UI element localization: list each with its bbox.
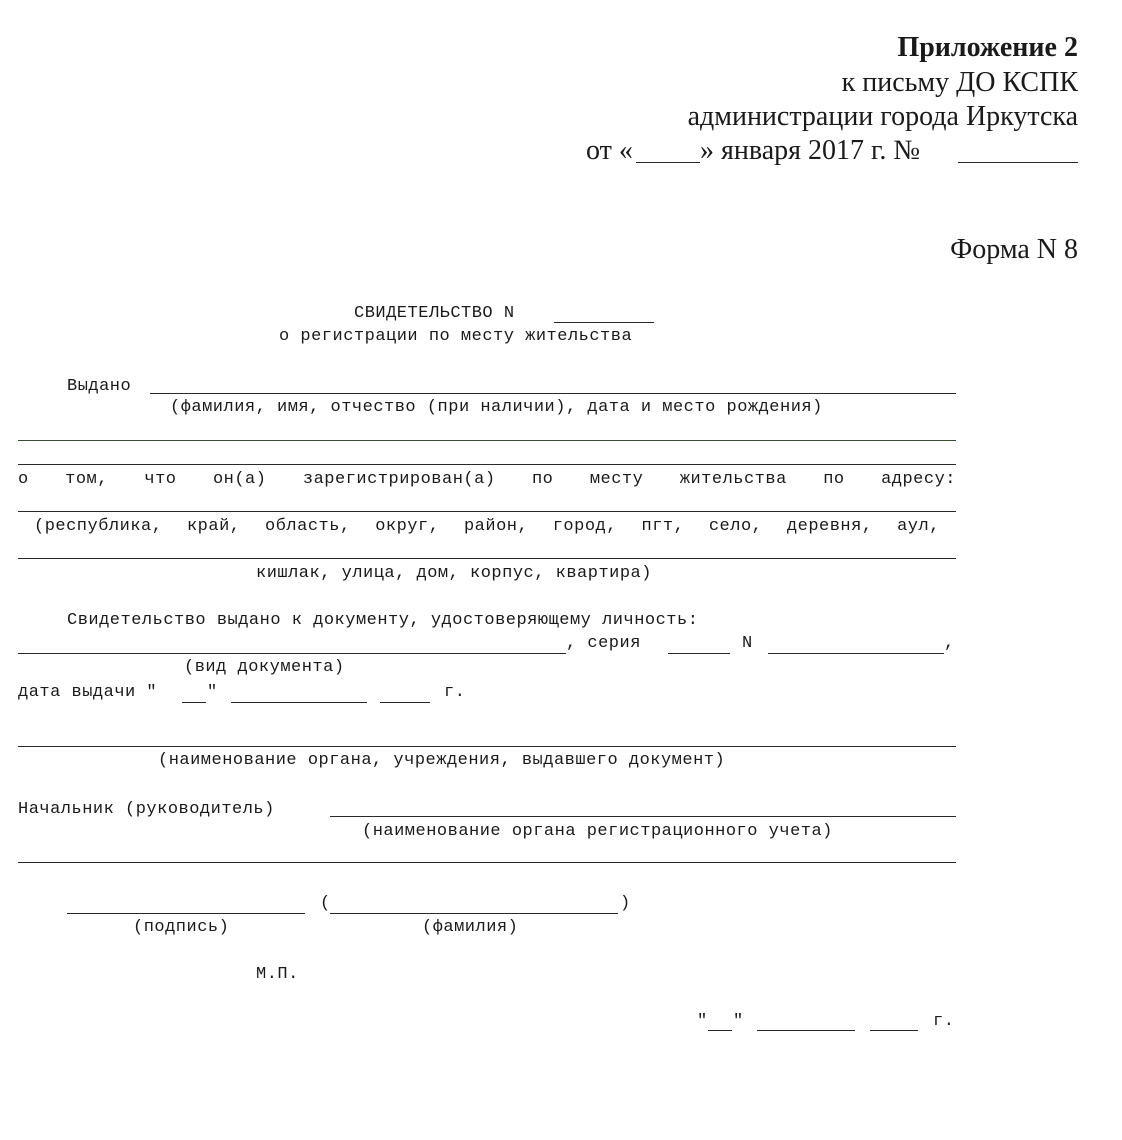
appendix-letter-ref: к письму ДО КСПК	[841, 67, 1078, 98]
head-label: Начальник (руководитель)	[18, 800, 275, 819]
surname-hint: (фамилия)	[422, 918, 519, 937]
issue-year-blank[interactable]	[380, 702, 430, 703]
identity-doc-intro: Свидетельство выдано к документу, удостоверяющему личность:	[67, 611, 699, 630]
form-number: Форма N 8	[950, 234, 1078, 265]
doc-number-label: N	[742, 634, 753, 653]
series-blank[interactable]	[668, 653, 730, 654]
address-hint-word: округ,	[375, 517, 440, 536]
issued-to-label: Выдано	[67, 377, 132, 396]
address-hint-word: край,	[186, 517, 241, 536]
signature-blank[interactable]	[67, 913, 305, 914]
registered-word: о	[18, 470, 29, 489]
address-hint-word: город,	[552, 517, 617, 536]
bottom-date-quote-close: "	[733, 1012, 744, 1031]
address-hint-word: село,	[708, 517, 763, 536]
letter-number-blank[interactable]	[958, 162, 1078, 163]
certificate-subtitle: о регистрации по месту жительства	[279, 327, 633, 346]
issue-month-blank[interactable]	[231, 702, 367, 703]
head-blank[interactable]	[330, 816, 956, 817]
bottom-date-quote-open: "	[697, 1012, 708, 1031]
certificate-title: СВИДЕТЕЛЬСТВО N	[354, 304, 515, 323]
registered-word: том,	[65, 470, 108, 489]
series-label: , серия	[566, 634, 641, 653]
issued-to-blank[interactable]	[150, 393, 956, 394]
appendix-title: Приложение 2	[897, 32, 1078, 63]
bottom-year-blank[interactable]	[870, 1030, 918, 1031]
registered-word: зарегистрирован(а)	[302, 470, 496, 489]
registered-word: жительства	[679, 470, 787, 489]
issued-to-blank-3[interactable]	[18, 464, 956, 465]
doc-number-comma: ,	[944, 634, 955, 653]
signature-hint: (подпись)	[133, 918, 230, 937]
date-day-blank[interactable]	[636, 162, 700, 163]
address-hint-1	[34, 517, 940, 536]
registered-word: по	[531, 470, 554, 489]
address-hint-2: кишлак, улица, дом, корпус, квартира)	[256, 564, 652, 583]
registered-statement	[18, 470, 956, 489]
appendix-date-prefix: от «	[586, 135, 633, 166]
reg-authority-hint: (наименование органа регистрационного учета)	[362, 822, 833, 841]
issued-to-blank-2[interactable]	[18, 440, 956, 441]
issue-year-suffix: г.	[444, 683, 466, 702]
registered-word: адресу:	[881, 470, 956, 489]
address-blank-2[interactable]	[18, 558, 956, 559]
address-hint-word: аул,	[897, 517, 940, 536]
address-hint-word: (республика,	[34, 517, 163, 536]
issued-to-hint: (фамилия, имя, отчество (при наличии), дата и место рождения)	[170, 398, 823, 417]
address-hint-word: деревня,	[786, 517, 873, 536]
doc-type-blank[interactable]	[18, 653, 566, 654]
surname-close-paren: )	[620, 894, 631, 913]
issuing-authority-blank[interactable]	[18, 746, 956, 747]
reg-authority-blank[interactable]	[18, 862, 956, 863]
stamp-label: М.П.	[256, 965, 299, 984]
doc-number-blank[interactable]	[768, 653, 944, 654]
address-hint-word: пгт,	[641, 517, 685, 536]
registered-word: по	[823, 470, 845, 489]
issue-date-label: дата выдачи "	[18, 683, 158, 702]
appendix-administration: администрации города Иркутска	[687, 101, 1078, 132]
bottom-year-suffix: г.	[933, 1012, 955, 1031]
surname-blank[interactable]	[330, 913, 618, 914]
address-hint-word: район,	[463, 517, 529, 536]
bottom-month-blank[interactable]	[757, 1030, 855, 1031]
registered-word: что	[144, 470, 177, 489]
doc-type-hint: (вид документа)	[184, 658, 345, 677]
issuing-authority-hint: (наименование органа, учреждения, выдавшего документ)	[158, 751, 726, 770]
appendix-date-text: » января 2017 г. №	[700, 135, 921, 166]
registered-word: он(а)	[212, 470, 267, 489]
surname-open-paren: (	[320, 894, 331, 913]
bottom-day-blank[interactable]	[708, 1030, 732, 1031]
address-hint-word: область,	[265, 517, 351, 536]
registered-word: месту	[589, 470, 644, 489]
issue-day-blank[interactable]	[182, 702, 206, 703]
issue-date-quote: "	[207, 683, 218, 702]
certificate-number-blank[interactable]	[554, 322, 654, 323]
address-blank-1[interactable]	[18, 511, 956, 512]
